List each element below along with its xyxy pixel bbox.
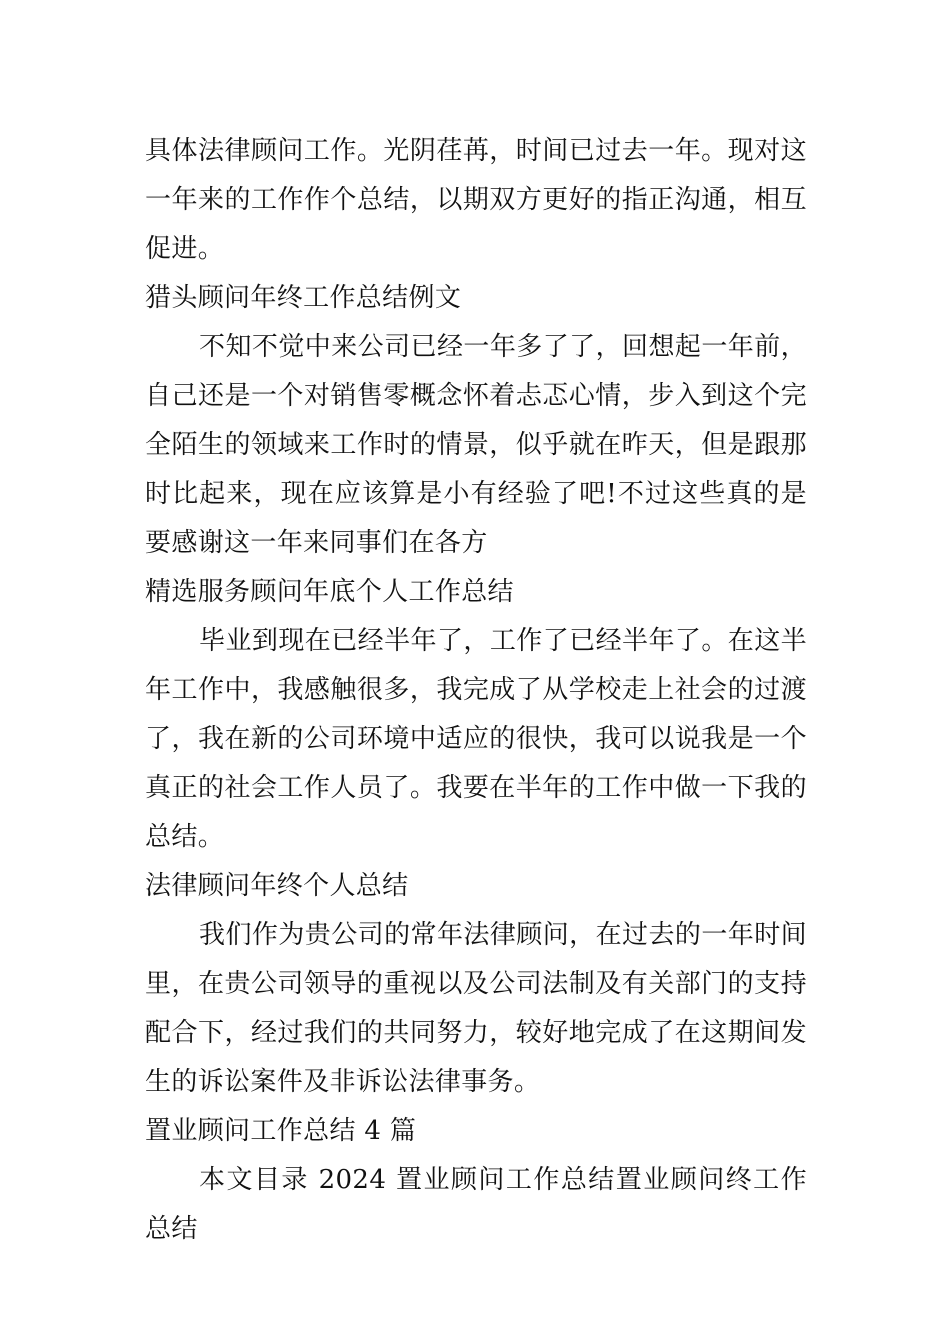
- document-page: [145, 127, 807, 1254]
- section-heading-headhunter: 猎头顾问年终工作总结例文: [145, 283, 462, 313]
- section-heading-legal-advisor: 法律顾问年终个人总结: [145, 871, 409, 901]
- paragraph-legal-advisor: 我们作为贵公司的常年法律顾问，在过去的一年时间里，在贵公司领导的重视以及公司法制及有关部门的支持配合下，经过我们的共同努力，较好地完成了在这期间发生的诉讼案件及非诉讼法律事务。: [145, 920, 807, 1097]
- paragraph-property-advisor: 本文目录 2024 置业顾问工作总结置业顾问终工作总结: [145, 1165, 807, 1244]
- paragraph-headhunter: 不知不觉中来公司已经一年多了了，回想起一年前，自己还是一个对销售零概念怀着忐忑心情，步入到这个完全陌生的领域来工作时的情景，似乎就在昨天，但是跟那时比起来，现在应该算是小有经验了吧!不过这些真的是要感谢这一年来同事们在各方: [145, 332, 807, 558]
- paragraph-intro: 具体法律顾问工作。光阴荏苒，时间已过去一年。现对这一年来的工作作个总结，以期双方更好的指正沟通，相互促进。: [145, 136, 807, 264]
- paragraph-service-advisor: 毕业到现在已经半年了，工作了已经半年了。在这半年工作中，我感触很多，我完成了从学校走上社会的过渡了，我在新的公司环境中适应的很快，我可以说我是一个真正的社会工作人员了。我要在半年的工作中做一下我的总结。: [145, 626, 807, 852]
- section-heading-service-advisor: 精选服务顾问年底个人工作总结: [145, 577, 514, 607]
- section-heading-property-advisor: 置业顾问工作总结 4 篇: [145, 1116, 417, 1146]
